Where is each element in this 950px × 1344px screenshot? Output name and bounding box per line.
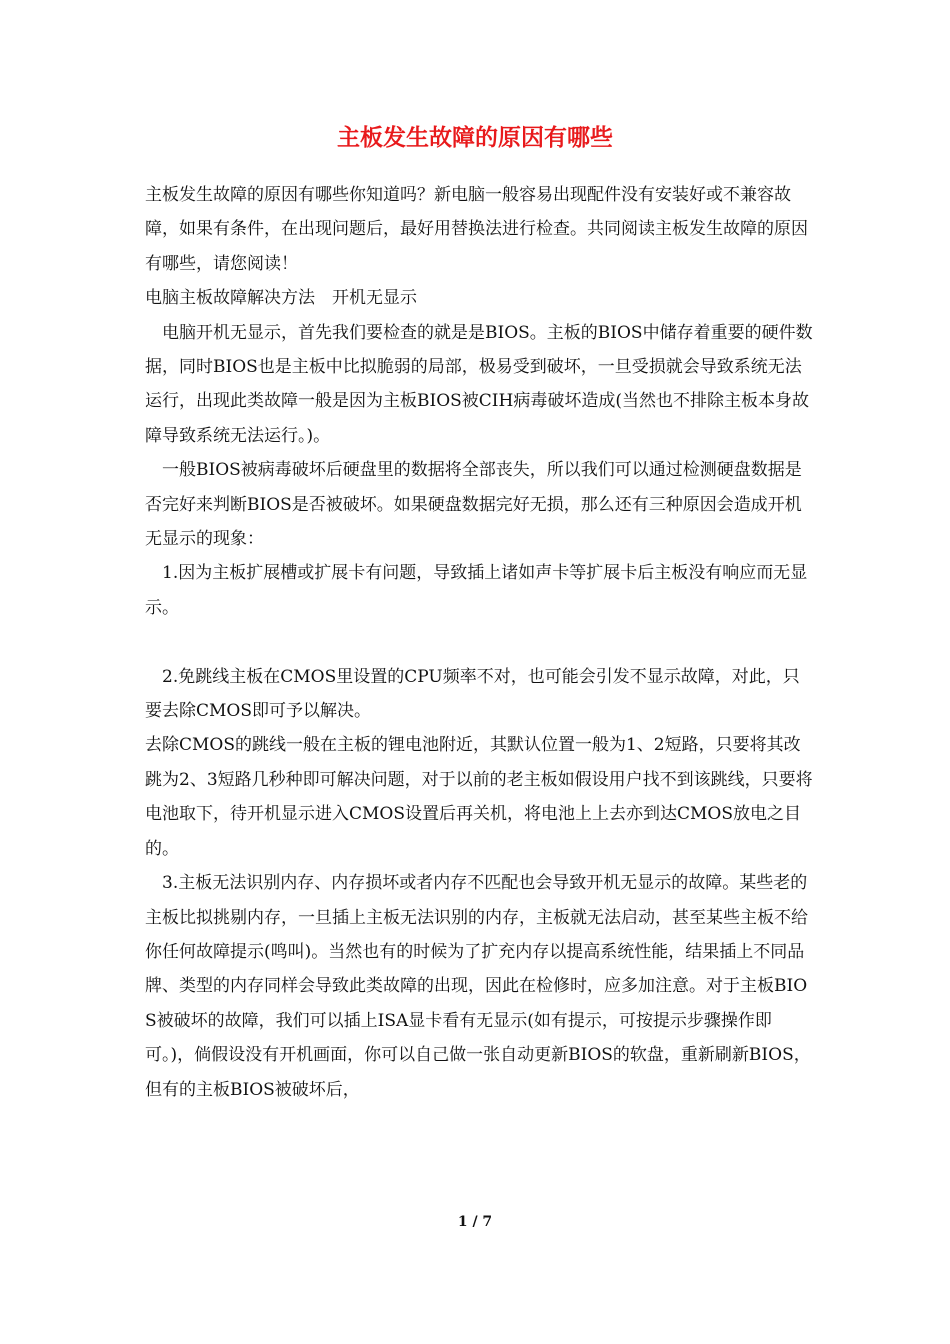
- cmos-jumper-paragraph: 去除CMOS的跳线一般在主板的锂电池附近，其默认位置一般为1、2短路，只要将其改跳为2、3短路几秒种即可解决问题，对于以前的老主板如假设用户找不到该跳线，只要将电池取下，待开机显示进入CMOS设置后再关机，将电池上上去亦到达CMOS放电之目的。: [145, 735, 813, 859]
- page-number: 1 / 7: [457, 1214, 493, 1230]
- cause-1-paragraph: 1.因为主板扩展槽或扩展卡有问题，导致插上诸如声卡等扩展卡后主板没有响应而无显示。: [145, 563, 808, 618]
- cause-3-paragraph: 3.主板无法识别内存、内存损坏或者内存不匹配也会导致开机无显示的故障。某些老的主板比拟挑剔内存，一旦插上主板无法识别的内存，主板就无法启动，甚至某些主板不给你任何故障提示(鸣叫)。当然也有的时候为了扩充内存以提高系统性能，结果插上不同品牌、类型的内存同样会导致此类故障的出现，因此在检修时，应多加注意。对于主板BIOS被破坏的故障，我们可以插上ISA显卡看有无显示(如有提示，可按提示步骤操作即可。)，倘假设没有开机画面，你可以自己做一张自动更新BIOS的软盘，重新刷新BIOS，但有的主板BIOS被破坏后，: [145, 873, 811, 1100]
- intro-paragraph: 主板发生故障的原因有哪些你知道吗？新电脑一般容易出现配件没有安装好或不兼容故障，如果有条件，在出现问题后，最好用替换法进行检查。共同阅读主板发生故障的原因有哪些，请您阅读！: [145, 185, 808, 274]
- virus-paragraph: 一般BIOS被病毒破坏后硬盘里的数据将全部丧失，所以我们可以通过检测硬盘数据是否完好来判断BIOS是否被破坏。如果硬盘数据完好无损，那么还有三种原因会造成开机无显示的现象：: [145, 460, 802, 550]
- cause-2-paragraph: 2.免跳线主板在CMOS里设置的CPU频率不对，也可能会引发不显示故障，对此，只要去除CMOS即可予以解决。: [145, 666, 800, 722]
- document-title: 主板发生故障的原因有哪些: [337, 124, 613, 151]
- section-heading: 电脑主板故障解决方法 开机无显示: [145, 288, 417, 309]
- blank-line: [145, 625, 813, 659]
- bios-paragraph: 电脑开机无显示，首先我们要检查的就是是BIOS。主板的BIOS中储存着重要的硬件数据，同时BIOS也是主板中比拟脆弱的局部，极易受到破坏，一旦受损就会导致系统无法运行，出现此类故障一般是因为主板BIOS被CIH病毒破坏造成(当然也不排除主板本身故障导致系统无法运行。)。: [145, 322, 813, 446]
- document-body: [145, 178, 813, 1107]
